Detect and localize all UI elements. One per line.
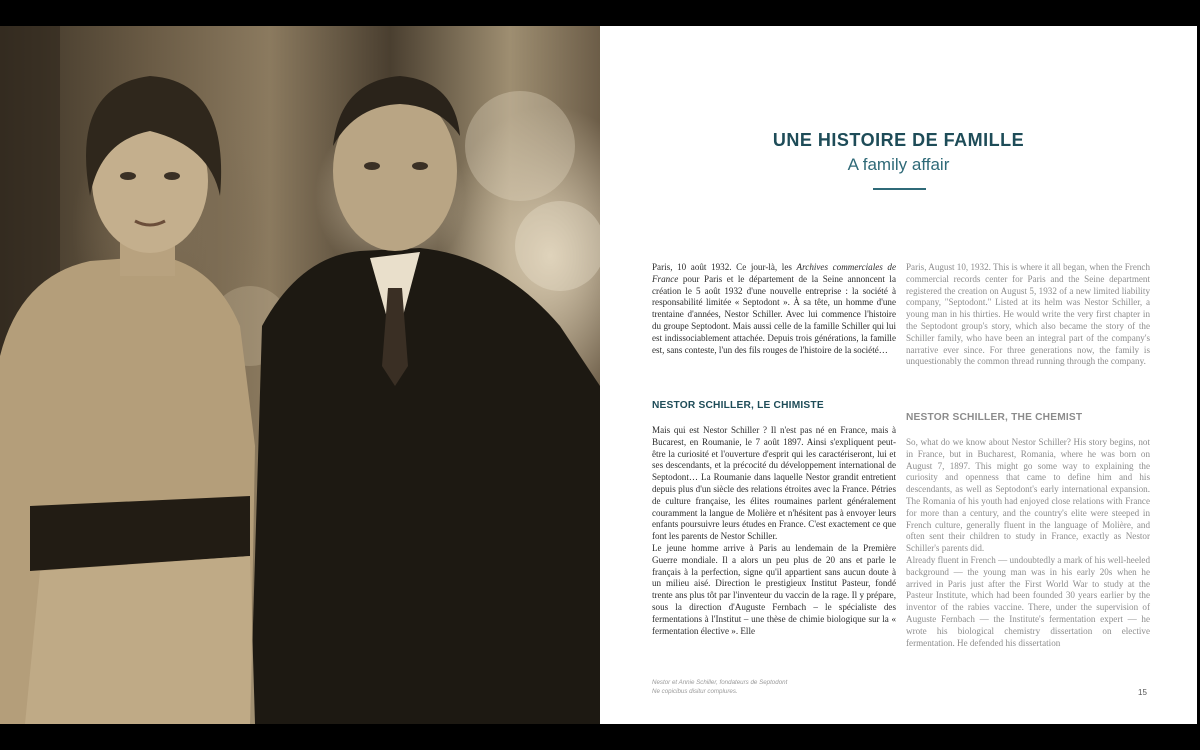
photo-caption (652, 678, 787, 696)
body-column-fr (652, 425, 896, 637)
photo-page (0, 26, 600, 724)
page-title: UNE HISTOIRE DE FAMILLE (772, 130, 1025, 150)
body-fr-paragraph: Le jeune homme arrive à Paris au lendemain de la Première Guerre mondiale. Il a alors un peu plus de 20 ans et parle le français à la perfection, signe qu'il appartient sans aucun doute à un milieu aisé. Direction le prestigieux Institut Pasteur, fondé trente ans plus tôt par l'inventeur du vaccin de la rage. Il y prépare, sous la direction d'Auguste Fernbach – le spécialiste des fermentations à l'Institut – une thèse de chimie biologique sur la « fermentation élective ». Elle (652, 542, 896, 636)
section-heading-fr: NESTOR SCHILLER, LE CHIMISTE (652, 400, 824, 411)
page-subtitle: A family affair (847, 155, 950, 174)
intro-fr-text: Paris, 10 août 1932. Ce jour-là, les Archives commerciales de France pour Paris et le département de la Seine annoncent la création le 5 août 1932 d'une nouvelle entreprise : la société à responsabilité limitée « Septodont ». À sa tête, un homme d'une trentaine d'années, Nestor Schiller. Avec lui commence l'histoire du groupe Septodont. Mais aussi celle de la famille Schiller qui lui est indissociablement attachée. Depuis trois générations, la famille est, sans conteste, l'un des fils rouges de l'histoire de la société… (652, 262, 896, 355)
page-number: 15 (1138, 688, 1147, 697)
intro-paragraph-en (906, 262, 1150, 368)
body-fr-paragraph: Mais qui est Nestor Schiller ? Il n'est pas né en France, mais à Bucarest, en Roumanie, le 7 août 1897. Ainsi s'expliquent peut-être la curiosité et l'ouverture d'esprit qui les caractériseront, lui et ses descendants, et la précocité du développement international de Septodont… La Roumanie dans laquelle Nestor grandit entretient depuis plus d'un siècle des relations étroites avec la France. Pétries de culture française, les élites roumaines parlent généralement couramment la langue de Molière et n'hésitent pas à envoyer leurs enfants poursuivre leurs études en France. C'est exactement ce que font les parents de Nestor Schiller. (652, 425, 896, 542)
intro-en-text: Paris, August 10, 1932. This is where it all began, when the French commercial records center for Paris and the Seine department registered the creation on August 5, 1932 of a new limited liability company, "Septodont." Listed at its helm was Nestor Schiller, a young man in his thirties. He would write the very first chapter in the Septodont group's story, which also became the story of the Schiller family, who have been an integral part of the company's narrative ever since. For three generations now, the family is unquestionably the common thread running through the company. (906, 262, 1150, 367)
section-heading-en: NESTOR SCHILLER, THE CHEMIST (906, 412, 1083, 423)
text-page (600, 26, 1197, 724)
intro-paragraph-fr (652, 262, 896, 356)
title-divider (873, 188, 926, 190)
body-column-en (906, 437, 1150, 649)
founders-photo (0, 26, 600, 724)
body-en-paragraph: So, what do we know about Nestor Schiller? His story begins, not in France, but in Bucharest, Romania, where he was born on August 7, 1897. This might go some way to explaining the curiosity and openness that came to define him and his descendants, as well as Septodont's early international expansion. The Romania of his youth had enjoyed close relations with France for more than a century, and the country's elite were steeped in French culture, generally fluent in the language of Molière, and often sent their children to study in France, exactly as Nestor Schiller's parents did. (906, 437, 1150, 554)
caption-line: Nestor et Annie Schiller, fondateurs de Septodont (652, 679, 788, 686)
body-en-paragraph: Already fluent in French — undoubtedly a mark of his well-heeled background — the young man was in his early 20s when he arrived in Paris just after the First World War to study at the Pasteur Institute, which had been founded 30 years earlier by the inventor of the rabies vaccine. There, under the supervision of Auguste Fernbach — the Institute's fermentation expert — he wrote his biological chemistry dissertation on elective fermentation. He defended his dissertation (906, 554, 1150, 648)
caption-line: Ne copicibus disitur complures. (652, 688, 738, 695)
